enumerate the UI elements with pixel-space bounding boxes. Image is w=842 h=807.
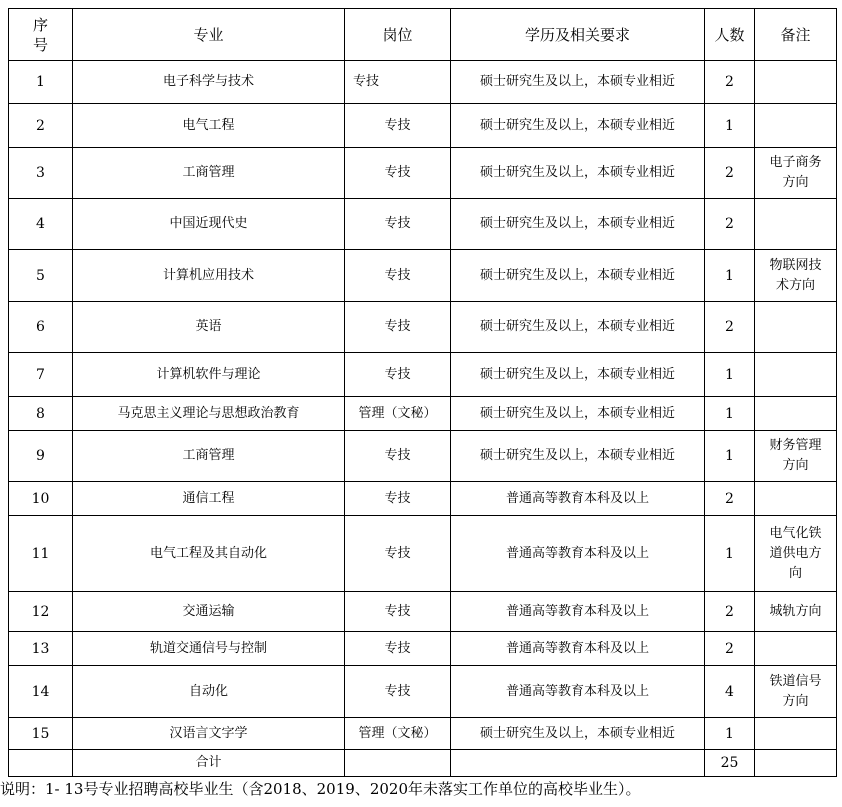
total-label: 合计 [73,750,345,777]
table-row [9,482,837,516]
table-row [9,199,837,250]
row-note: 电气化铁道供电方向 [755,516,837,592]
row-edu: 硕士研究生及以上，本硕专业相近 [451,302,705,353]
table-row [9,666,837,718]
total-count: 25 [705,750,755,777]
table-row [9,148,837,199]
row-edu: 普通高等教育本科及以上 [451,516,705,592]
row-post: 专技 [345,250,451,302]
row-post: 专技 [345,353,451,397]
row-seq: 5 [9,250,73,302]
row-note: 财务管理方向 [755,431,837,482]
table-row [9,104,837,148]
header-note: 备注 [755,9,837,61]
recruitment-table [8,8,837,777]
row-seq: 9 [9,431,73,482]
row-post: 专技 [345,592,451,632]
table-row [9,632,837,666]
row-major: 马克思主义理论与思想政治教育 [73,397,345,431]
row-seq: 2 [9,104,73,148]
row-edu: 硕士研究生及以上，本硕专业相近 [451,104,705,148]
row-seq: 4 [9,199,73,250]
row-edu: 硕士研究生及以上，本硕专业相近 [451,148,705,199]
row-count: 1 [705,353,755,397]
row-seq: 10 [9,482,73,516]
table-row [9,516,837,592]
row-count: 2 [705,592,755,632]
row-count: 2 [705,302,755,353]
table-row [9,302,837,353]
row-major: 自动化 [73,666,345,718]
header-count: 人数 [705,9,755,61]
row-post: 专技 [345,199,451,250]
row-count: 2 [705,61,755,104]
row-count: 4 [705,666,755,718]
row-post: 专技 [345,104,451,148]
row-note: 物联网技术方向 [755,250,837,302]
row-seq: 1 [9,61,73,104]
total-empty-3 [451,750,705,777]
row-post: 专技 [345,431,451,482]
row-major: 中国近现代史 [73,199,345,250]
row-note [755,397,837,431]
row-post: 专技 [345,482,451,516]
table-row [9,61,837,104]
row-major: 计算机应用技术 [73,250,345,302]
row-major: 轨道交通信号与控制 [73,632,345,666]
row-post: 专技 [345,61,451,104]
row-note [755,482,837,516]
row-major: 工商管理 [73,148,345,199]
header-edu: 学历及相关要求 [451,9,705,61]
table-row [9,353,837,397]
row-edu: 硕士研究生及以上，本硕专业相近 [451,199,705,250]
total-empty-1 [9,750,73,777]
table-row [9,397,837,431]
row-note: 铁道信号方向 [755,666,837,718]
total-row [9,750,837,777]
row-note [755,632,837,666]
row-post: 专技 [345,666,451,718]
row-note [755,104,837,148]
header-post: 岗位 [345,9,451,61]
row-edu: 普通高等教育本科及以上 [451,482,705,516]
table-row [9,718,837,750]
row-note [755,718,837,750]
row-count: 1 [705,516,755,592]
row-seq: 12 [9,592,73,632]
row-major: 汉语言文字学 [73,718,345,750]
row-major: 通信工程 [73,482,345,516]
row-seq: 15 [9,718,73,750]
row-count: 1 [705,718,755,750]
row-seq: 6 [9,302,73,353]
row-edu: 普通高等教育本科及以上 [451,592,705,632]
row-post: 管理（文秘） [345,718,451,750]
row-note [755,61,837,104]
row-count: 1 [705,431,755,482]
row-note [755,199,837,250]
row-note [755,302,837,353]
row-edu: 硕士研究生及以上，本硕专业相近 [451,397,705,431]
total-empty-2 [345,750,451,777]
row-post: 专技 [345,516,451,592]
row-major: 交通运输 [73,592,345,632]
row-seq: 14 [9,666,73,718]
row-post: 专技 [345,302,451,353]
row-edu: 普通高等教育本科及以上 [451,632,705,666]
total-empty-4 [755,750,837,777]
row-edu: 硕士研究生及以上，本硕专业相近 [451,353,705,397]
row-seq: 7 [9,353,73,397]
row-post: 管理（文秘） [345,397,451,431]
row-count: 1 [705,104,755,148]
row-major: 工商管理 [73,431,345,482]
row-edu: 硕士研究生及以上，本硕专业相近 [451,431,705,482]
table-row [9,592,837,632]
row-seq: 8 [9,397,73,431]
table-row [9,250,837,302]
row-seq: 13 [9,632,73,666]
row-edu: 硕士研究生及以上，本硕专业相近 [451,250,705,302]
row-note: 电子商务方向 [755,148,837,199]
row-count: 1 [705,397,755,431]
header-row [9,9,837,61]
row-edu: 硕士研究生及以上，本硕专业相近 [451,718,705,750]
row-major: 电气工程及其自动化 [73,516,345,592]
row-major: 电子科学与技术 [73,61,345,104]
header-major: 专业 [73,9,345,61]
table-row [9,431,837,482]
row-count: 2 [705,632,755,666]
row-edu: 硕士研究生及以上，本硕专业相近 [451,61,705,104]
row-note: 城轨方向 [755,592,837,632]
row-count: 2 [705,482,755,516]
row-seq: 11 [9,516,73,592]
table-body [9,61,837,777]
row-major: 计算机软件与理论 [73,353,345,397]
row-count: 2 [705,148,755,199]
row-count: 2 [705,199,755,250]
row-post: 专技 [345,632,451,666]
row-post: 专技 [345,148,451,199]
row-count: 1 [705,250,755,302]
row-major: 英语 [73,302,345,353]
row-major: 电气工程 [73,104,345,148]
header-seq: 序号 [9,9,73,61]
row-seq: 3 [9,148,73,199]
row-note [755,353,837,397]
footnote: 说明：1- 13号专业招聘高校毕业生（含2018、2019、2020年未落实工作单位的高校毕业生）。 [0,780,641,798]
row-edu: 普通高等教育本科及以上 [451,666,705,718]
